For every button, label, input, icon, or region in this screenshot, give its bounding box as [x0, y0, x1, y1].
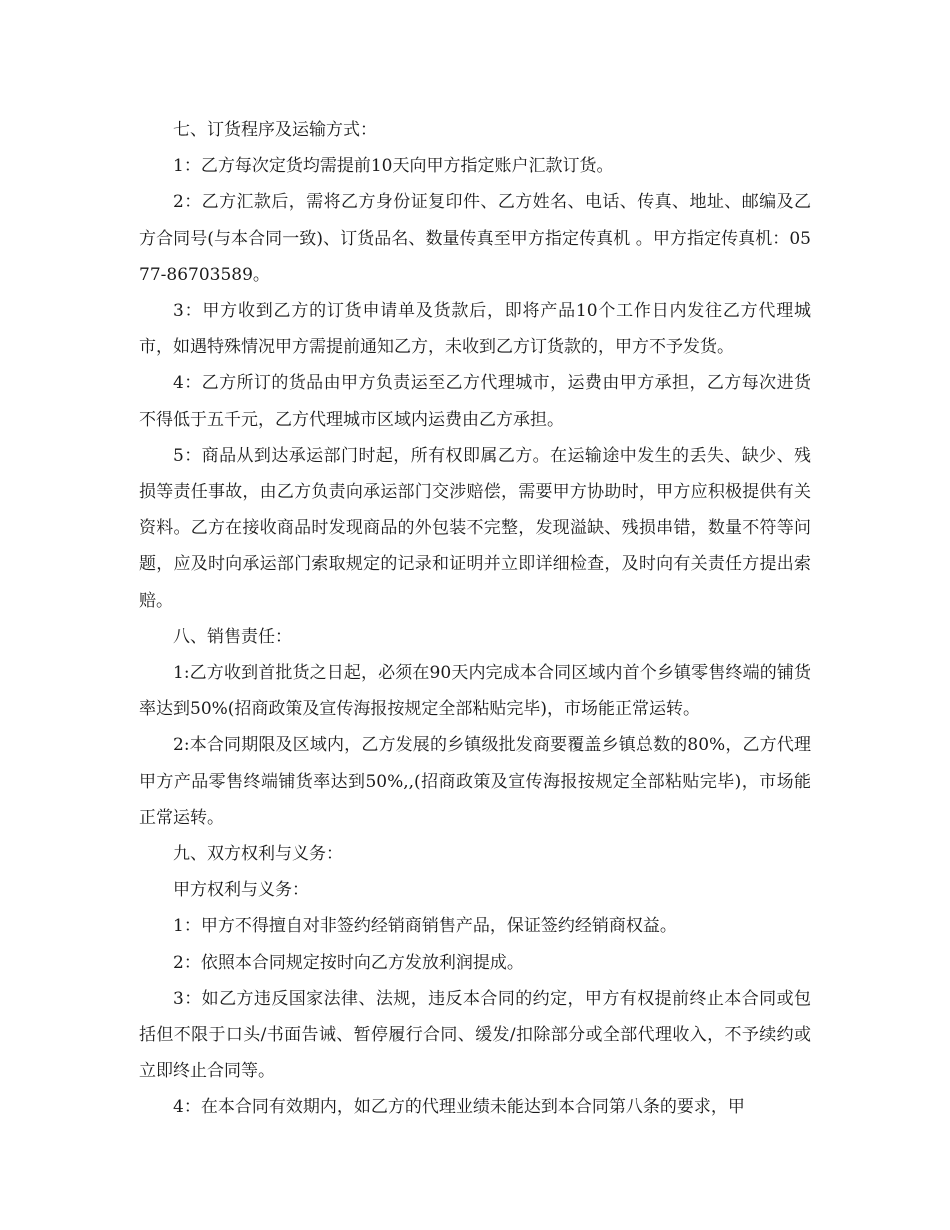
clause-9-a-2: 2：依照本合同规定按时向乙方发放利润提成。 [173, 952, 524, 973]
clause-7-3: 3：甲方收到乙方的订货申请单及货款后，即将产品10个工作日内发往乙方代理城市，如遇特殊情况甲方需提前通知乙方，未收到乙方订货款的，甲方不予发货。 [139, 301, 811, 358]
clause-9-a-1: 1：甲方不得擅自对非签约经销商销售产品，保证签约经销商权益。 [173, 916, 677, 937]
clause-7-2: 2：乙方汇款后，需将乙方身份证复印件、乙方姓名、电话、传真、地址、邮编及乙方合同号(与本合同一致)、订货品名、数量传真至甲方指定传真机 。甲方指定传真机：0577-86703589。 [139, 192, 811, 285]
clause-9-a-4: 4：在本合同有效期内，如乙方的代理业绩未能达到本合同第八条的要求，甲 [173, 1097, 745, 1118]
party-a-subheading: 甲方权利与义务： [173, 880, 309, 901]
clause-9-a-3: 3：如乙方违反国家法律、法规，违反本合同的约定，甲方有权提前终止本合同或包括但不限于口头/书面告诫、暂停履行合同、缓发/扣除部分或全部代理收入，不予续约或立即终止合同等。 [139, 988, 811, 1082]
clause-7-1: 1：乙方每次定货均需提前10天向甲方指定账户汇款订货。 [173, 156, 614, 177]
section-9-heading: 九、双方权利与义务： [173, 844, 343, 865]
clause-7-4: 4：乙方所订的货品由甲方负责运至乙方代理城市，运费由甲方承担，乙方每次进货不得低于五千元，乙方代理城市区域内运费由乙方承担。 [139, 373, 811, 430]
clause-8-2: 2:本合同期限及区域内，乙方发展的乡镇级批发商要覆盖乡镇总数的80%，乙方代理甲方产品零售终端铺货率达到50%,,(招商政策及宣传海报按规定全部粘贴完毕)，市场能正常运转。 [139, 735, 811, 828]
section-8-heading: 八、销售责任： [173, 626, 292, 647]
clause-8-1: 1:乙方收到首批货之日起，必须在90天内完成本合同区域内首个乡镇零售终端的铺货率达到50%(招商政策及宣传海报按规定全部粘贴完毕)，市场能正常运转。 [139, 663, 811, 720]
clause-7-5: 5：商品从到达承运部门时起，所有权即属乙方。在运输途中发生的丢失、缺少、残损等责任事故，由乙方负责向承运部门交涉赔偿，需要甲方协助时，甲方应积极提供有关资料。乙方在接收商品时发现商品的外包装不完整，发现溢缺、残损串错，数量不符等问题，应及时向承运部门索取规定的记录和证明并立即详细检查，及时向有关责任方提出索赔。 [139, 445, 811, 611]
document-body [139, 112, 811, 1126]
section-7-heading: 七、订货程序及运输方式： [173, 120, 377, 140]
